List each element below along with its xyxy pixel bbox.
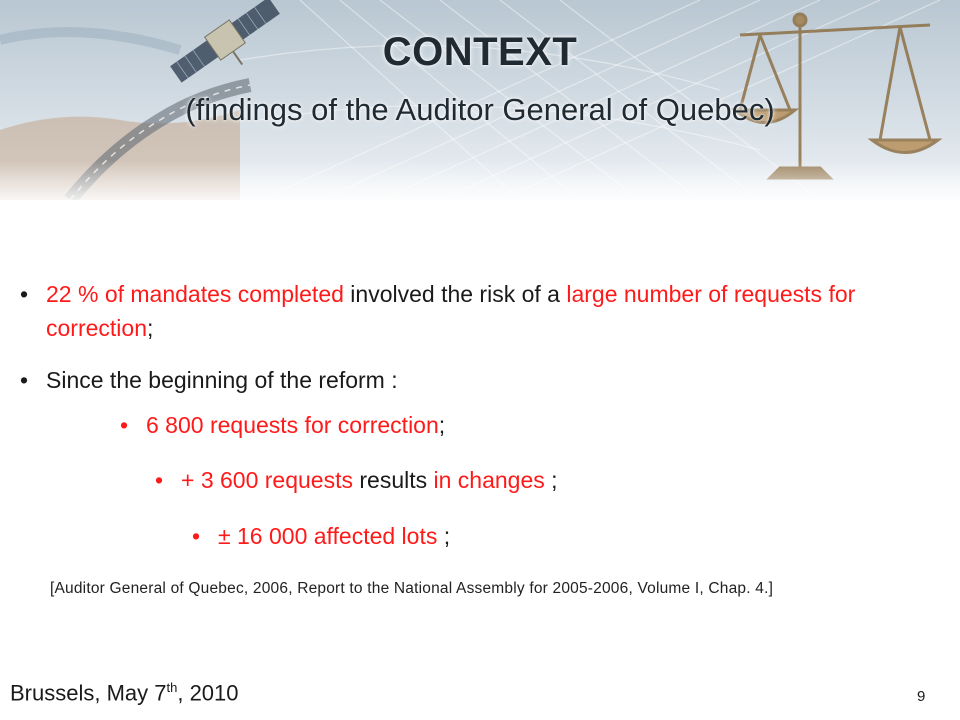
- citation: [Auditor General of Quebec, 2006, Report to the National Assembly for 2005-2006, Volume I, Chap. 4.]: [50, 580, 774, 597]
- slide-title: CONTEXT: [382, 30, 578, 74]
- slide-subtitle: (findings of the Auditor General of Quebec): [185, 92, 775, 127]
- text-plain: ;: [146, 315, 154, 341]
- text-highlight: 6 800 requests for correction: [146, 412, 439, 438]
- banner-fade: [0, 160, 960, 200]
- footer-year: , 2010: [177, 680, 239, 706]
- header-banner: [0, 0, 960, 200]
- bullet-affected-lots: [192, 519, 918, 553]
- bullet-requests-correction: [120, 408, 906, 442]
- text-plain: ;: [438, 412, 446, 438]
- bullet-marker: •: [120, 412, 129, 438]
- bullet-requests-changes: [155, 463, 921, 497]
- text-plain: ;: [544, 467, 558, 493]
- bullet-marker: •: [20, 367, 29, 393]
- footer-location-date: [10, 680, 239, 706]
- text-plain: Since the beginning of the reform :: [46, 367, 398, 393]
- text-plain: results: [352, 467, 434, 493]
- text-highlight: large number of requests for correction: [46, 281, 856, 341]
- bullet-mandates-risk: [20, 277, 926, 345]
- text-plain: involved the risk of a: [343, 281, 567, 307]
- text-highlight: in changes: [433, 467, 545, 493]
- footer-ordinal: th: [166, 680, 178, 695]
- bullet-marker: •: [20, 281, 29, 307]
- text-highlight: ± 16 000 affected lots: [218, 523, 438, 549]
- bullet-marker: •: [192, 523, 201, 549]
- text-plain: ;: [437, 523, 451, 549]
- footer-date-text: Brussels, May 7: [10, 680, 167, 706]
- bullet-marker: •: [155, 467, 164, 493]
- text-highlight: 22 % of mandates completed: [46, 281, 344, 307]
- page-number: 9: [917, 688, 926, 705]
- text-highlight: + 3 600 requests: [181, 467, 353, 493]
- bullet-since-reform: [20, 363, 926, 397]
